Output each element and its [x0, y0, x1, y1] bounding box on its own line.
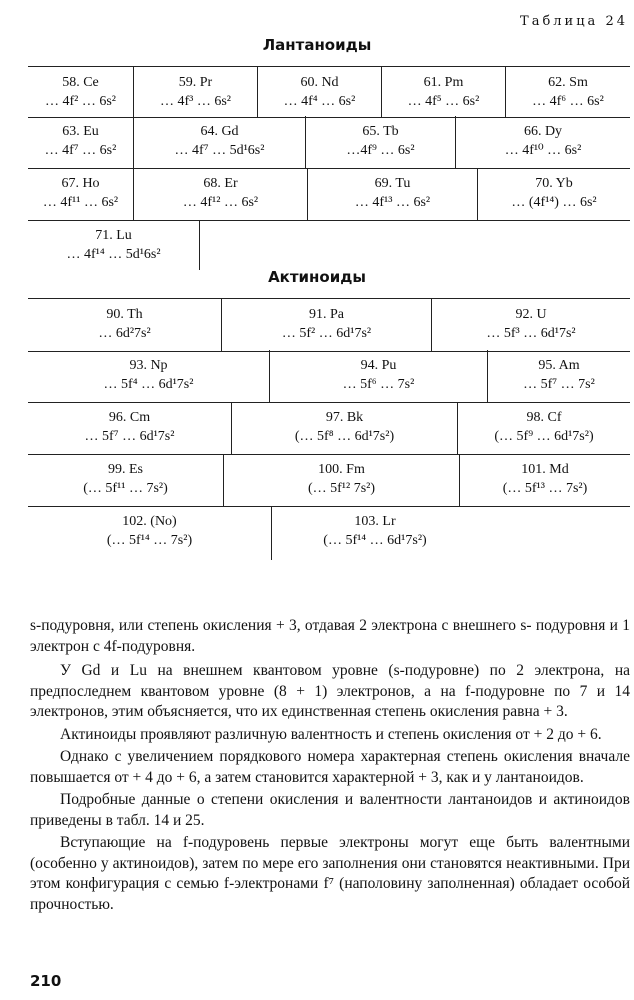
element-cell: 101. Md (… 5f¹³ … 7s²) [502, 462, 588, 496]
element-cell: 60. Nd … 4f⁴ … 6s² [258, 67, 382, 117]
actinides-row-4 [28, 454, 630, 507]
element-cell: 63. Eu … 4f⁷ … 6s² [28, 116, 134, 168]
element-cell: 62. Sm … 4f⁶ … 6s² [532, 75, 604, 109]
element-cell: 58. Ce … 4f² … 6s² [28, 67, 134, 117]
lanthanides-row-2 [28, 116, 630, 169]
lanthanides-row-4 [28, 220, 200, 270]
paragraph: Вступающие на f-подуровень первые электроны могут еще быть валентными (особенно у актиноидов), затем по мере его заполнения они становятся неактивными. При этом конфигурация с семью f-электронами f⁷ (наполовину заполненная) обладает особой прочностью. [30, 834, 630, 913]
element-cell: 94. Pu … 5f⁶ … 7s² [270, 350, 488, 402]
element-cell: 64. Gd … 4f⁷ … 5d¹6s² [134, 116, 306, 168]
actinides-row-5 [28, 506, 478, 560]
lanthanides-title: Лантаноиды [262, 36, 372, 54]
element-cell: 98. Cf (… 5f⁹ … 6d¹7s²) [494, 410, 594, 444]
element-cell: 93. Np … 5f⁴ … 6d¹7s² [28, 350, 270, 402]
element-cell: 92. U … 5f³ … 6d¹7s² [486, 307, 576, 341]
lanthanides-row-3 [28, 168, 630, 221]
paragraph: Однако с увеличением порядкового номера характерная степень окисления вначале повышается от + 4 до + 6, а затем становится характерной + 3, как и у лантаноидов. [30, 748, 630, 786]
element-cell: 103. Lr (… 5f¹⁴ … 6d¹7s²) [323, 514, 427, 548]
element-cell: 100. Fm (… 5f¹² 7s²) [224, 454, 460, 506]
element-cell: 65. Tb …4f⁹ … 6s² [306, 116, 456, 168]
element-cell: 59. Pr … 4f³ … 6s² [134, 67, 258, 117]
body-text [30, 616, 630, 915]
table-label: Таблица 24 [520, 14, 628, 29]
element-cell: 95. Am … 5f⁷ … 7s² [523, 358, 595, 392]
element-cell: 61. Pm … 4f⁵ … 6s² [382, 67, 506, 117]
lanthanides-row-1 [28, 66, 630, 118]
actinides-row-1 [28, 298, 630, 352]
paragraph: У Gd и Lu на внешнем квантовом уровне (s-подуровне) по 2 электрона, на предпоследнем квантовом уровне (8 + 1) электронов, а на f-подуровне по 7 и 14 электронов, этим объясняется, что их единственная степень окисления равна + 3. [30, 662, 630, 720]
element-cell: 67. Ho … 4f¹¹ … 6s² [28, 168, 134, 220]
element-cell: 96. Cm … 5f⁷ … 6d¹7s² [28, 402, 232, 454]
element-cell: 99. Es (… 5f¹¹ … 7s²) [28, 454, 224, 506]
element-cell: 69. Tu … 4f¹³ … 6s² [308, 168, 478, 220]
element-cell: 91. Pa … 5f² … 6d¹7s² [222, 299, 432, 351]
actinides-title: Актиноиды [268, 268, 366, 286]
element-cell: 68. Er … 4f¹² … 6s² [134, 168, 308, 220]
paragraph: Актиноиды проявляют различную валентность и степень окисления от + 2 до + 6. [60, 725, 602, 743]
element-cell: 97. Bk (… 5f⁸ … 6d¹7s²) [232, 402, 458, 454]
element-cell: 71. Lu … 4f¹⁴ … 5d¹6s² [28, 220, 200, 270]
element-cell: 102. (No) (… 5f¹⁴ … 7s²) [28, 506, 272, 560]
element-cell: 70. Yb … (4f¹⁴) … 6s² [511, 176, 597, 210]
actinides-row-3 [28, 402, 630, 455]
element-cell: 66. Dy … 4f¹⁰ … 6s² [504, 124, 582, 158]
paragraph: s-подуровня, или степень окисления + 3, отдавая 2 электрона с внешнего s- подуровня и 1 электрон с 4f-подуровня. [30, 617, 630, 655]
element-cell: 90. Th … 6d²7s² [28, 299, 222, 351]
page-number: 210 [30, 972, 62, 990]
paragraph: Подробные данные о степени окисления и валентности лантаноидов и актиноидов приведены в табл. 14 и 25. [30, 791, 630, 829]
actinides-row-2 [28, 350, 630, 403]
